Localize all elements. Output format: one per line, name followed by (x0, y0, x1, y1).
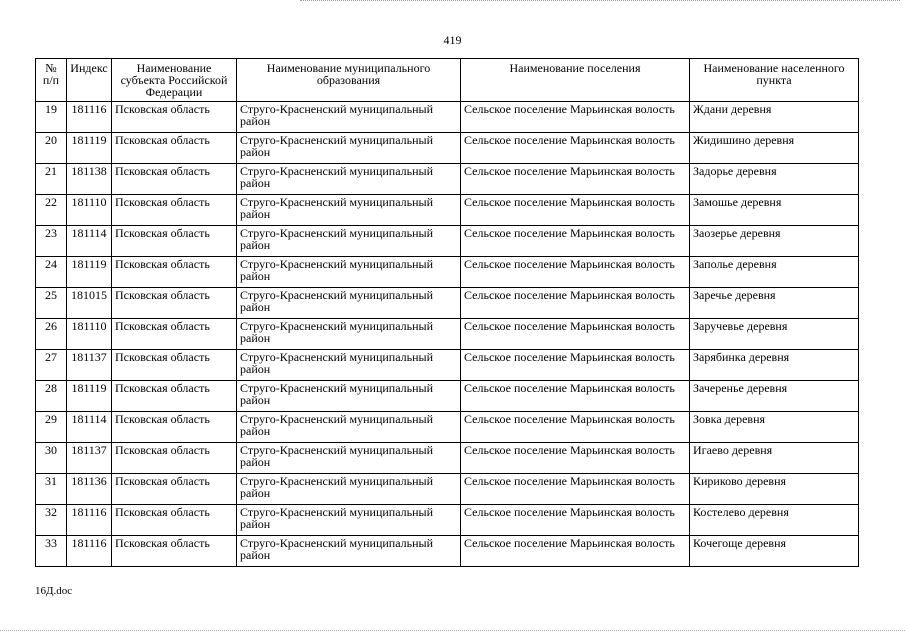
table-row (36, 257, 859, 288)
cell-num: 31 (36, 474, 67, 505)
header-index: Индекс (67, 59, 112, 102)
table-row (36, 288, 859, 319)
cell-locality: Кочегоще деревня (690, 536, 859, 567)
table-row (36, 474, 859, 505)
cell-num: 22 (36, 195, 67, 226)
cell-municipality: Струго-Красненский муниципальный район (237, 319, 461, 350)
cell-subject: Псковская область (112, 133, 237, 164)
cell-subject: Псковская область (112, 288, 237, 319)
cell-settlement: Сельское поселение Марьинская волость (461, 443, 690, 474)
cell-subject: Псковская область (112, 443, 237, 474)
header-municipality: Наименование муниципального образования (237, 59, 461, 102)
cell-locality: Кириково деревня (690, 474, 859, 505)
cell-municipality: Струго-Красненский муниципальный район (237, 164, 461, 195)
localities-table (35, 58, 859, 567)
cell-municipality: Струго-Красненский муниципальный район (237, 536, 461, 567)
cell-municipality: Струго-Красненский муниципальный район (237, 443, 461, 474)
cell-locality: Жидишино деревня (690, 133, 859, 164)
cell-num: 27 (36, 350, 67, 381)
cell-num: 32 (36, 505, 67, 536)
cell-municipality: Струго-Красненский муниципальный район (237, 195, 461, 226)
cell-settlement: Сельское поселение Марьинская волость (461, 381, 690, 412)
cell-subject: Псковская область (112, 381, 237, 412)
cell-index: 181110 (67, 319, 112, 350)
cell-subject: Псковская область (112, 257, 237, 288)
cell-num: 29 (36, 412, 67, 443)
cell-index: 181116 (67, 536, 112, 567)
cell-index: 181119 (67, 381, 112, 412)
table-row (36, 164, 859, 195)
table-row (36, 412, 859, 443)
footer-filename: 16Д.doc (35, 585, 73, 597)
table-row (36, 443, 859, 474)
cell-municipality: Струго-Красненский муниципальный район (237, 474, 461, 505)
header-locality: Наименование населенного пункта (690, 59, 859, 102)
table-row (36, 350, 859, 381)
page-number: 419 (443, 33, 462, 47)
table-row (36, 226, 859, 257)
cell-settlement: Сельское поселение Марьинская волость (461, 412, 690, 443)
table-row (36, 536, 859, 567)
cell-settlement: Сельское поселение Марьинская волость (461, 536, 690, 567)
cell-municipality: Струго-Красненский муниципальный район (237, 412, 461, 443)
cell-locality: Зовка деревня (690, 412, 859, 443)
cell-subject: Псковская область (112, 195, 237, 226)
cell-settlement: Сельское поселение Марьинская волость (461, 226, 690, 257)
cell-num: 20 (36, 133, 67, 164)
cell-locality: Заречье деревня (690, 288, 859, 319)
cell-index: 181119 (67, 133, 112, 164)
table-header-row (36, 59, 859, 102)
cell-locality: Зачеренье деревня (690, 381, 859, 412)
cell-settlement: Сельское поселение Марьинская волость (461, 133, 690, 164)
cell-subject: Псковская область (112, 505, 237, 536)
scan-artifact-top (300, 0, 900, 4)
cell-settlement: Сельское поселение Марьинская волость (461, 505, 690, 536)
cell-locality: Задорье деревня (690, 164, 859, 195)
cell-municipality: Струго-Красненский муниципальный район (237, 381, 461, 412)
cell-municipality: Струго-Красненский муниципальный район (237, 226, 461, 257)
cell-index: 181110 (67, 195, 112, 226)
cell-municipality: Струго-Красненский муниципальный район (237, 505, 461, 536)
cell-locality: Заполье деревня (690, 257, 859, 288)
header-settlement: Наименование поселения (461, 59, 690, 102)
cell-settlement: Сельское поселение Марьинская волость (461, 257, 690, 288)
cell-num: 30 (36, 443, 67, 474)
cell-subject: Псковская область (112, 536, 237, 567)
cell-municipality: Струго-Красненский муниципальный район (237, 102, 461, 133)
cell-settlement: Сельское поселение Марьинская волость (461, 319, 690, 350)
cell-subject: Псковская область (112, 102, 237, 133)
cell-index: 181116 (67, 102, 112, 133)
cell-settlement: Сельское поселение Марьинская волость (461, 474, 690, 505)
table-row (36, 505, 859, 536)
cell-num: 28 (36, 381, 67, 412)
cell-settlement: Сельское поселение Марьинская волость (461, 164, 690, 195)
cell-locality: Костелево деревня (690, 505, 859, 536)
cell-municipality: Струго-Красненский муниципальный район (237, 288, 461, 319)
cell-index: 181015 (67, 288, 112, 319)
cell-municipality: Струго-Красненский муниципальный район (237, 133, 461, 164)
cell-settlement: Сельское поселение Марьинская волость (461, 288, 690, 319)
cell-num: 33 (36, 536, 67, 567)
cell-num: 26 (36, 319, 67, 350)
cell-subject: Псковская область (112, 412, 237, 443)
cell-settlement: Сельское поселение Марьинская волость (461, 195, 690, 226)
cell-num: 25 (36, 288, 67, 319)
table-row (36, 195, 859, 226)
cell-municipality: Струго-Красненский муниципальный район (237, 350, 461, 381)
cell-index: 181116 (67, 505, 112, 536)
table-row (36, 102, 859, 133)
cell-index: 181114 (67, 226, 112, 257)
table-row (36, 319, 859, 350)
cell-num: 19 (36, 102, 67, 133)
cell-num: 23 (36, 226, 67, 257)
cell-index: 181119 (67, 257, 112, 288)
cell-locality: Замошье деревня (690, 195, 859, 226)
cell-num: 21 (36, 164, 67, 195)
cell-subject: Псковская область (112, 350, 237, 381)
cell-index: 181137 (67, 443, 112, 474)
cell-subject: Псковская область (112, 226, 237, 257)
cell-subject: Псковская область (112, 474, 237, 505)
table-row (36, 381, 859, 412)
cell-index: 181137 (67, 350, 112, 381)
table-row (36, 133, 859, 164)
scan-artifact-bottom (0, 630, 905, 634)
cell-settlement: Сельское поселение Марьинская волость (461, 350, 690, 381)
cell-locality: Игаево деревня (690, 443, 859, 474)
cell-index: 181138 (67, 164, 112, 195)
cell-locality: Зарябинка деревня (690, 350, 859, 381)
table-body (36, 102, 859, 567)
cell-num: 24 (36, 257, 67, 288)
cell-locality: Ждани деревня (690, 102, 859, 133)
header-num: № п/п (36, 59, 67, 102)
cell-subject: Псковская область (112, 164, 237, 195)
header-subject: Наименование субъекта Российской Федерации (112, 59, 237, 102)
cell-index: 181114 (67, 412, 112, 443)
cell-locality: Заручевье деревня (690, 319, 859, 350)
cell-municipality: Струго-Красненский муниципальный район (237, 257, 461, 288)
cell-settlement: Сельское поселение Марьинская волость (461, 102, 690, 133)
cell-index: 181136 (67, 474, 112, 505)
cell-subject: Псковская область (112, 319, 237, 350)
cell-locality: Заозерье деревня (690, 226, 859, 257)
